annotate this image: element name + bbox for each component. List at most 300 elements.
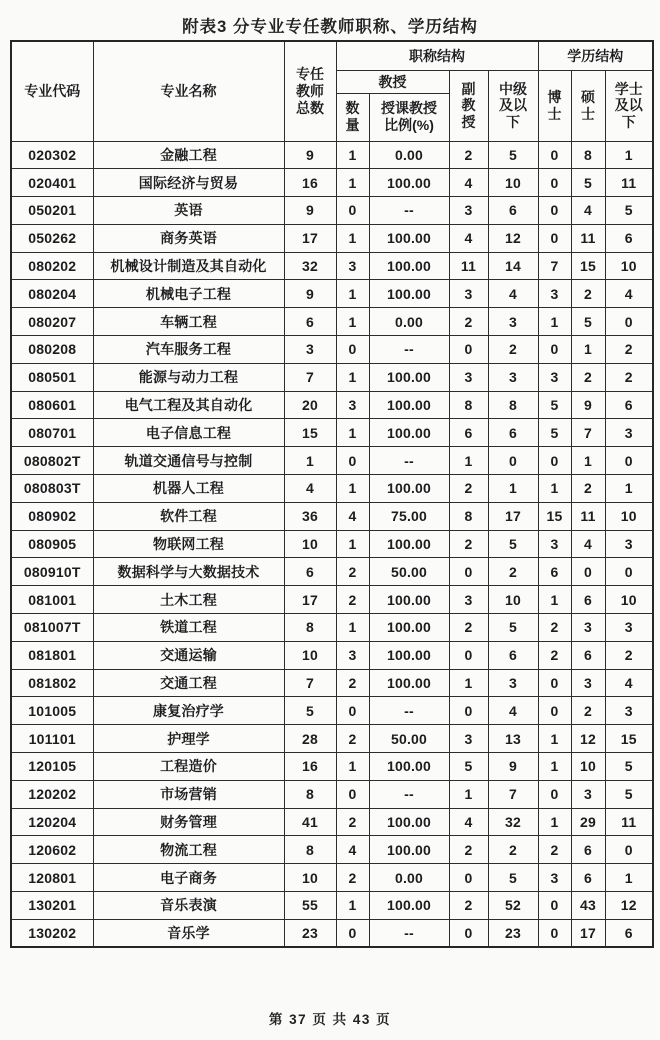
cell-total-teachers: 6 <box>284 558 336 586</box>
cell-major-name: 机器人工程 <box>93 475 284 503</box>
cell-major-code: 081802 <box>11 669 93 697</box>
cell-major-name: 音乐表演 <box>93 892 284 920</box>
cell-bachelor-below: 10 <box>605 586 653 614</box>
cell-major-code: 101101 <box>11 725 93 753</box>
cell-doctor: 7 <box>538 252 571 280</box>
cell-prof-ratio: 50.00 <box>369 558 449 586</box>
cell-major-name: 机械设计制造及其自动化 <box>93 252 284 280</box>
cell-bachelor-below: 5 <box>605 753 653 781</box>
cell-total-teachers: 20 <box>284 391 336 419</box>
cell-major-code: 050201 <box>11 197 93 225</box>
table-row <box>11 447 653 475</box>
cell-major-code: 120602 <box>11 836 93 864</box>
cell-associate-professor: 4 <box>449 808 488 836</box>
associate-professor-label: 副教授 <box>461 80 476 130</box>
cell-bachelor-below: 4 <box>605 669 653 697</box>
cell-major-code: 080501 <box>11 363 93 391</box>
cell-prof-ratio: 100.00 <box>369 391 449 419</box>
cell-bachelor-below: 3 <box>605 614 653 642</box>
cell-prof-ratio: -- <box>369 697 449 725</box>
cell-prof-ratio: -- <box>369 336 449 364</box>
cell-bachelor-below: 2 <box>605 336 653 364</box>
cell-total-teachers: 1 <box>284 447 336 475</box>
cell-doctor: 5 <box>538 391 571 419</box>
table-row <box>11 614 653 642</box>
table-row <box>11 252 653 280</box>
cell-major-name: 电子商务 <box>93 864 284 892</box>
cell-doctor: 1 <box>538 586 571 614</box>
cell-prof-count: 1 <box>336 614 369 642</box>
cell-total-teachers: 28 <box>284 725 336 753</box>
cell-master: 9 <box>571 391 605 419</box>
cell-prof-ratio: 100.00 <box>369 530 449 558</box>
cell-total-teachers: 10 <box>284 641 336 669</box>
cell-intermediate-below: 7 <box>488 780 538 808</box>
table-row <box>11 586 653 614</box>
cell-doctor: 1 <box>538 725 571 753</box>
cell-bachelor-below: 12 <box>605 892 653 920</box>
cell-intermediate-below: 3 <box>488 308 538 336</box>
cell-master: 7 <box>571 419 605 447</box>
cell-intermediate-below: 17 <box>488 502 538 530</box>
cell-bachelor-below: 0 <box>605 308 653 336</box>
cell-major-code: 050262 <box>11 224 93 252</box>
cell-associate-professor: 2 <box>449 308 488 336</box>
cell-prof-ratio: 100.00 <box>369 169 449 197</box>
cell-associate-professor: 3 <box>449 586 488 614</box>
cell-major-name: 铁道工程 <box>93 614 284 642</box>
cell-prof-count: 4 <box>336 502 369 530</box>
cell-major-name: 机械电子工程 <box>93 280 284 308</box>
cell-prof-ratio: 0.00 <box>369 308 449 336</box>
table-row <box>11 558 653 586</box>
cell-doctor: 1 <box>538 308 571 336</box>
cell-prof-ratio: 100.00 <box>369 475 449 503</box>
cell-bachelor-below: 3 <box>605 530 653 558</box>
cell-total-teachers: 7 <box>284 363 336 391</box>
cell-doctor: 1 <box>538 753 571 781</box>
cell-intermediate-below: 14 <box>488 252 538 280</box>
cell-associate-professor: 2 <box>449 614 488 642</box>
col-header-prof-count <box>336 93 369 141</box>
cell-doctor: 0 <box>538 169 571 197</box>
cell-major-name: 康复治疗学 <box>93 697 284 725</box>
cell-prof-count: 1 <box>336 892 369 920</box>
cell-total-teachers: 10 <box>284 530 336 558</box>
cell-intermediate-below: 2 <box>488 558 538 586</box>
cell-prof-count: 2 <box>336 864 369 892</box>
cell-prof-ratio: 100.00 <box>369 363 449 391</box>
table-row <box>11 363 653 391</box>
col-header-professor: 教授 <box>336 70 449 93</box>
teacher-structure-table <box>10 40 654 948</box>
cell-prof-ratio: 100.00 <box>369 892 449 920</box>
cell-doctor: 2 <box>538 836 571 864</box>
table-row <box>11 308 653 336</box>
cell-associate-professor: 4 <box>449 224 488 252</box>
cell-prof-count: 2 <box>336 558 369 586</box>
cell-total-teachers: 55 <box>284 892 336 920</box>
cell-doctor: 0 <box>538 224 571 252</box>
cell-doctor: 0 <box>538 697 571 725</box>
cell-doctor: 3 <box>538 363 571 391</box>
cell-intermediate-below: 3 <box>488 669 538 697</box>
cell-doctor: 1 <box>538 475 571 503</box>
cell-intermediate-below: 5 <box>488 530 538 558</box>
table-row <box>11 336 653 364</box>
cell-bachelor-below: 2 <box>605 641 653 669</box>
cell-master: 4 <box>571 197 605 225</box>
cell-bachelor-below: 1 <box>605 864 653 892</box>
col-header-major-code: 专业代码 <box>11 41 93 141</box>
cell-doctor: 0 <box>538 197 571 225</box>
table-row <box>11 502 653 530</box>
cell-doctor: 0 <box>538 669 571 697</box>
cell-total-teachers: 16 <box>284 169 336 197</box>
cell-bachelor-below: 15 <box>605 725 653 753</box>
cell-master: 11 <box>571 224 605 252</box>
cell-prof-count: 0 <box>336 336 369 364</box>
cell-associate-professor: 4 <box>449 169 488 197</box>
cell-master: 43 <box>571 892 605 920</box>
cell-total-teachers: 8 <box>284 780 336 808</box>
cell-doctor: 5 <box>538 419 571 447</box>
col-header-associate-professor <box>449 70 488 141</box>
cell-major-code: 080202 <box>11 252 93 280</box>
cell-total-teachers: 4 <box>284 475 336 503</box>
cell-major-name: 音乐学 <box>93 919 284 947</box>
table-row <box>11 725 653 753</box>
cell-bachelor-below: 10 <box>605 252 653 280</box>
cell-total-teachers: 32 <box>284 252 336 280</box>
table-row <box>11 224 653 252</box>
cell-prof-count: 0 <box>336 447 369 475</box>
cell-master: 29 <box>571 808 605 836</box>
cell-intermediate-below: 10 <box>488 586 538 614</box>
cell-major-code: 120801 <box>11 864 93 892</box>
cell-bachelor-below: 11 <box>605 169 653 197</box>
cell-intermediate-below: 3 <box>488 363 538 391</box>
col-header-prof-ratio <box>369 93 449 141</box>
cell-major-name: 软件工程 <box>93 502 284 530</box>
cell-major-name: 工程造价 <box>93 753 284 781</box>
cell-prof-ratio: 100.00 <box>369 669 449 697</box>
cell-master: 8 <box>571 141 605 169</box>
cell-major-code: 080910T <box>11 558 93 586</box>
cell-master: 6 <box>571 641 605 669</box>
cell-prof-ratio: 0.00 <box>369 141 449 169</box>
cell-major-code: 080208 <box>11 336 93 364</box>
cell-intermediate-below: 5 <box>488 864 538 892</box>
cell-prof-ratio: 100.00 <box>369 586 449 614</box>
cell-associate-professor: 3 <box>449 725 488 753</box>
cell-major-code: 130201 <box>11 892 93 920</box>
cell-bachelor-below: 0 <box>605 558 653 586</box>
cell-intermediate-below: 5 <box>488 141 538 169</box>
cell-total-teachers: 3 <box>284 336 336 364</box>
cell-associate-professor: 6 <box>449 419 488 447</box>
cell-intermediate-below: 6 <box>488 419 538 447</box>
cell-major-code: 101005 <box>11 697 93 725</box>
cell-bachelor-below: 1 <box>605 141 653 169</box>
cell-prof-count: 3 <box>336 641 369 669</box>
cell-prof-count: 2 <box>336 725 369 753</box>
cell-total-teachers: 17 <box>284 224 336 252</box>
cell-master: 2 <box>571 280 605 308</box>
cell-master: 10 <box>571 753 605 781</box>
cell-total-teachers: 15 <box>284 419 336 447</box>
cell-bachelor-below: 3 <box>605 419 653 447</box>
cell-master: 1 <box>571 447 605 475</box>
cell-major-name: 轨道交通信号与控制 <box>93 447 284 475</box>
col-header-title-structure: 职称结构 <box>336 41 538 70</box>
cell-doctor: 1 <box>538 808 571 836</box>
cell-intermediate-below: 13 <box>488 725 538 753</box>
cell-master: 6 <box>571 864 605 892</box>
cell-prof-ratio: -- <box>369 919 449 947</box>
cell-prof-count: 0 <box>336 197 369 225</box>
col-header-master <box>571 70 605 141</box>
cell-bachelor-below: 0 <box>605 447 653 475</box>
cell-prof-count: 1 <box>336 475 369 503</box>
cell-intermediate-below: 10 <box>488 169 538 197</box>
cell-major-name: 物流工程 <box>93 836 284 864</box>
cell-prof-ratio: 100.00 <box>369 252 449 280</box>
cell-prof-ratio: 75.00 <box>369 502 449 530</box>
cell-major-code: 081001 <box>11 586 93 614</box>
cell-master: 1 <box>571 336 605 364</box>
cell-major-name: 财务管理 <box>93 808 284 836</box>
table-row <box>11 780 653 808</box>
cell-master: 3 <box>571 780 605 808</box>
cell-associate-professor: 0 <box>449 641 488 669</box>
cell-bachelor-below: 5 <box>605 780 653 808</box>
cell-master: 3 <box>571 669 605 697</box>
cell-prof-ratio: 50.00 <box>369 725 449 753</box>
cell-master: 6 <box>571 586 605 614</box>
cell-prof-count: 1 <box>336 224 369 252</box>
cell-associate-professor: 0 <box>449 919 488 947</box>
table-body <box>11 141 653 947</box>
cell-major-code: 120204 <box>11 808 93 836</box>
cell-doctor: 3 <box>538 864 571 892</box>
cell-total-teachers: 8 <box>284 836 336 864</box>
cell-bachelor-below: 0 <box>605 836 653 864</box>
col-header-doctor <box>538 70 571 141</box>
cell-prof-count: 0 <box>336 697 369 725</box>
cell-doctor: 6 <box>538 558 571 586</box>
cell-prof-count: 3 <box>336 252 369 280</box>
cell-master: 3 <box>571 614 605 642</box>
cell-doctor: 0 <box>538 780 571 808</box>
table-row <box>11 864 653 892</box>
cell-doctor: 0 <box>538 447 571 475</box>
doctor-label: 博士 <box>547 88 562 122</box>
table-row <box>11 280 653 308</box>
cell-intermediate-below: 9 <box>488 753 538 781</box>
table-row <box>11 836 653 864</box>
cell-doctor: 0 <box>538 892 571 920</box>
cell-prof-count: 1 <box>336 280 369 308</box>
cell-major-code: 081007T <box>11 614 93 642</box>
cell-prof-ratio: 100.00 <box>369 224 449 252</box>
cell-doctor: 0 <box>538 919 571 947</box>
cell-major-code: 081801 <box>11 641 93 669</box>
cell-intermediate-below: 23 <box>488 919 538 947</box>
cell-master: 2 <box>571 475 605 503</box>
cell-associate-professor: 5 <box>449 753 488 781</box>
cell-master: 0 <box>571 558 605 586</box>
cell-major-name: 英语 <box>93 197 284 225</box>
cell-major-name: 土木工程 <box>93 586 284 614</box>
cell-major-code: 080905 <box>11 530 93 558</box>
cell-prof-count: 1 <box>336 141 369 169</box>
cell-prof-count: 2 <box>336 586 369 614</box>
cell-major-code: 020401 <box>11 169 93 197</box>
cell-total-teachers: 5 <box>284 697 336 725</box>
col-header-total-teachers <box>284 41 336 141</box>
cell-bachelor-below: 5 <box>605 197 653 225</box>
cell-prof-ratio: 100.00 <box>369 753 449 781</box>
cell-master: 11 <box>571 502 605 530</box>
cell-doctor: 2 <box>538 641 571 669</box>
cell-master: 4 <box>571 530 605 558</box>
cell-major-code: 080207 <box>11 308 93 336</box>
cell-associate-professor: 3 <box>449 363 488 391</box>
cell-major-name: 车辆工程 <box>93 308 284 336</box>
cell-master: 2 <box>571 363 605 391</box>
page-footer: 第 37 页 共 43 页 <box>268 1012 392 1027</box>
table-row <box>11 808 653 836</box>
cell-prof-count: 1 <box>336 530 369 558</box>
cell-master: 17 <box>571 919 605 947</box>
cell-prof-count: 0 <box>336 919 369 947</box>
cell-prof-ratio: 100.00 <box>369 614 449 642</box>
cell-associate-professor: 0 <box>449 558 488 586</box>
cell-intermediate-below: 8 <box>488 391 538 419</box>
cell-bachelor-below: 4 <box>605 280 653 308</box>
cell-bachelor-below: 6 <box>605 224 653 252</box>
prof-ratio-label: 授课教授比例(%) <box>381 100 437 133</box>
col-header-major-name: 专业名称 <box>93 41 284 141</box>
cell-associate-professor: 3 <box>449 280 488 308</box>
cell-total-teachers: 9 <box>284 141 336 169</box>
cell-major-code: 080802T <box>11 447 93 475</box>
cell-bachelor-below: 11 <box>605 808 653 836</box>
page-title: 附表3 分专业专任教师职称、学历结构 <box>182 18 478 36</box>
cell-doctor: 0 <box>538 141 571 169</box>
prof-count-label: 数量 <box>345 100 360 133</box>
cell-total-teachers: 9 <box>284 280 336 308</box>
cell-master: 5 <box>571 169 605 197</box>
cell-major-name: 金融工程 <box>93 141 284 169</box>
cell-bachelor-below: 6 <box>605 391 653 419</box>
cell-associate-professor: 1 <box>449 780 488 808</box>
cell-doctor: 3 <box>538 530 571 558</box>
cell-total-teachers: 9 <box>284 197 336 225</box>
table-header <box>11 41 653 141</box>
cell-doctor: 15 <box>538 502 571 530</box>
cell-associate-professor: 2 <box>449 141 488 169</box>
cell-intermediate-below: 1 <box>488 475 538 503</box>
col-header-education-structure: 学历结构 <box>538 41 653 70</box>
cell-total-teachers: 10 <box>284 864 336 892</box>
cell-major-code: 080902 <box>11 502 93 530</box>
cell-prof-ratio: 100.00 <box>369 808 449 836</box>
cell-intermediate-below: 52 <box>488 892 538 920</box>
cell-doctor: 2 <box>538 614 571 642</box>
cell-major-name: 市场营销 <box>93 780 284 808</box>
cell-prof-count: 1 <box>336 169 369 197</box>
table-row <box>11 475 653 503</box>
cell-associate-professor: 2 <box>449 836 488 864</box>
cell-prof-count: 2 <box>336 808 369 836</box>
cell-prof-ratio: -- <box>369 780 449 808</box>
cell-total-teachers: 8 <box>284 614 336 642</box>
cell-major-name: 汽车服务工程 <box>93 336 284 364</box>
cell-associate-professor: 0 <box>449 697 488 725</box>
cell-master: 5 <box>571 308 605 336</box>
cell-total-teachers: 7 <box>284 669 336 697</box>
cell-total-teachers: 36 <box>284 502 336 530</box>
cell-major-code: 080701 <box>11 419 93 447</box>
cell-bachelor-below: 1 <box>605 475 653 503</box>
cell-doctor: 3 <box>538 280 571 308</box>
cell-associate-professor: 1 <box>449 447 488 475</box>
cell-prof-ratio: 100.00 <box>369 641 449 669</box>
cell-associate-professor: 2 <box>449 892 488 920</box>
table-row <box>11 169 653 197</box>
cell-total-teachers: 23 <box>284 919 336 947</box>
cell-intermediate-below: 12 <box>488 224 538 252</box>
cell-associate-professor: 11 <box>449 252 488 280</box>
cell-major-name: 数据科学与大数据技术 <box>93 558 284 586</box>
cell-major-name: 护理学 <box>93 725 284 753</box>
cell-bachelor-below: 3 <box>605 697 653 725</box>
cell-prof-count: 0 <box>336 780 369 808</box>
cell-associate-professor: 8 <box>449 391 488 419</box>
cell-total-teachers: 17 <box>284 586 336 614</box>
cell-intermediate-below: 4 <box>488 697 538 725</box>
cell-doctor: 0 <box>538 336 571 364</box>
cell-associate-professor: 0 <box>449 864 488 892</box>
cell-bachelor-below: 2 <box>605 363 653 391</box>
cell-major-code: 080803T <box>11 475 93 503</box>
bachelor-below-label: 学士及以下 <box>614 80 643 130</box>
cell-prof-count: 2 <box>336 669 369 697</box>
table-row <box>11 530 653 558</box>
cell-prof-ratio: 100.00 <box>369 280 449 308</box>
cell-associate-professor: 2 <box>449 530 488 558</box>
cell-major-name: 交通工程 <box>93 669 284 697</box>
cell-major-code: 120105 <box>11 753 93 781</box>
cell-major-name: 交通运输 <box>93 641 284 669</box>
cell-major-code: 020302 <box>11 141 93 169</box>
cell-bachelor-below: 10 <box>605 502 653 530</box>
cell-prof-ratio: 100.00 <box>369 836 449 864</box>
cell-total-teachers: 41 <box>284 808 336 836</box>
cell-major-code: 080204 <box>11 280 93 308</box>
cell-major-name: 商务英语 <box>93 224 284 252</box>
header-row-1 <box>11 41 653 70</box>
cell-associate-professor: 0 <box>449 336 488 364</box>
cell-major-code: 130202 <box>11 919 93 947</box>
cell-major-name: 能源与动力工程 <box>93 363 284 391</box>
cell-prof-count: 1 <box>336 308 369 336</box>
cell-intermediate-below: 0 <box>488 447 538 475</box>
total-teachers-label: 专任教师总数 <box>296 66 324 116</box>
cell-intermediate-below: 2 <box>488 836 538 864</box>
